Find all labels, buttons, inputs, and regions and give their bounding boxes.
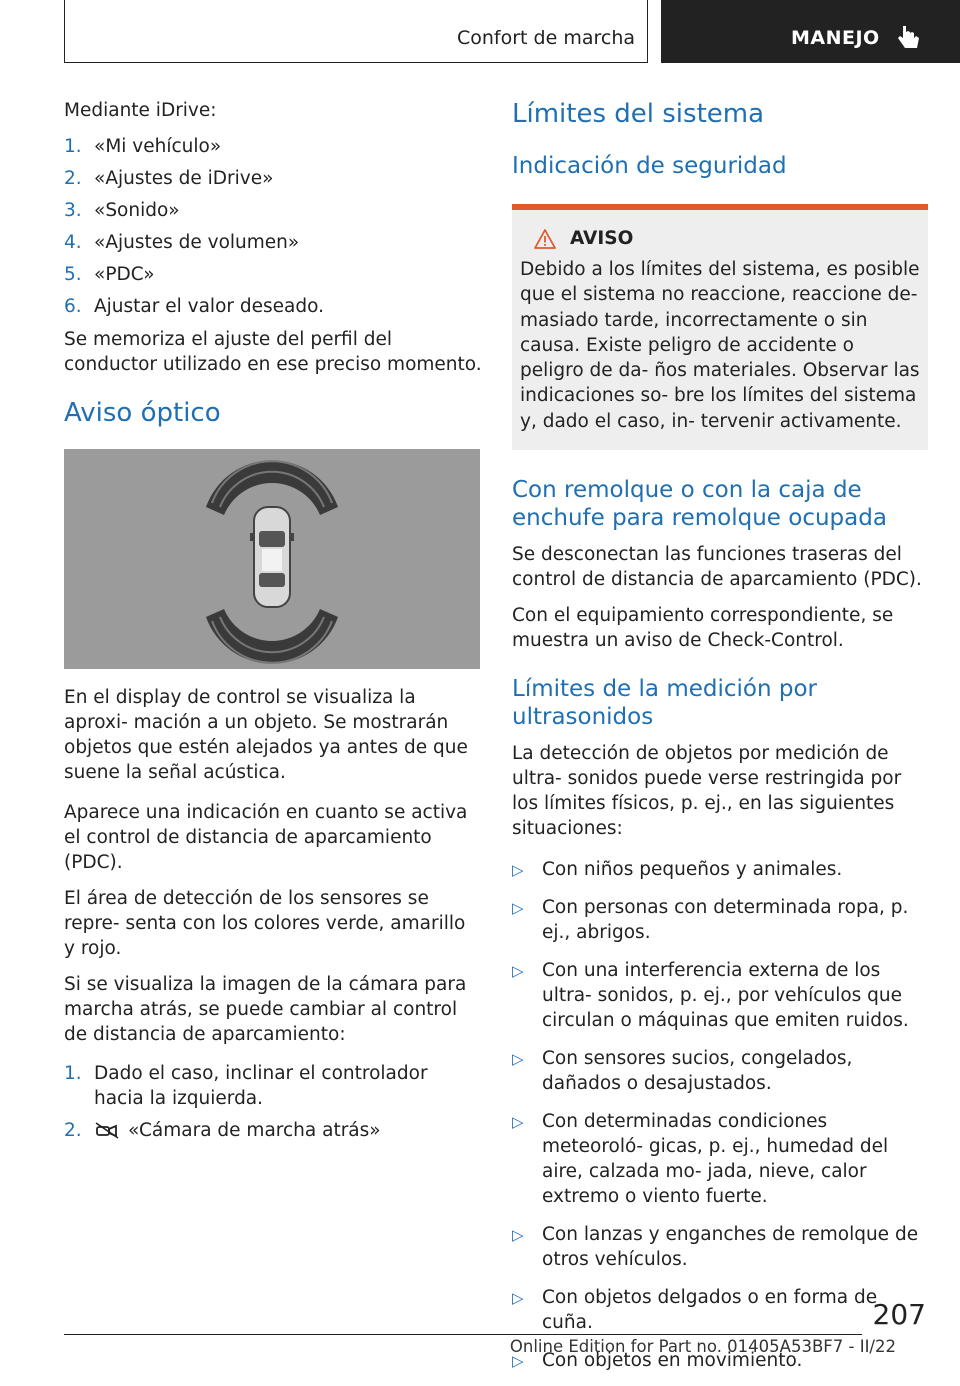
bullet-text: Con objetos en movimiento. — [542, 1350, 803, 1372]
intro-text: Mediante iDrive: — [64, 100, 217, 121]
list-item — [512, 1109, 928, 1209]
trailer-paragraph-2: Con el equipamiento correspondiente, se muestra un aviso de Check-Control. — [512, 605, 894, 652]
header-section-title: Confort de marcha — [456, 27, 635, 49]
camera-steps — [64, 1061, 482, 1143]
list-item — [512, 958, 928, 1033]
warning-text: Debido a los límites del sistema, es posible que el sistema no reaccione, reaccione de‐ masiado tarde, incorrectamente o sin causa. Existe peligro de accidente o peligro de da‐ ños materiales. Observar las indicaciones so‐ bre los límites del sistema y, dado el caso, in‐ tervenir activamente. — [520, 259, 920, 432]
step-text: «Mi vehículo» — [94, 136, 222, 157]
step-text: Ajustar el valor deseado. — [94, 296, 324, 317]
bullet-triangle-icon: ▷ — [512, 861, 524, 880]
step-number: 5. — [64, 264, 82, 285]
step-number: 1. — [64, 1063, 82, 1084]
list-item — [64, 1061, 482, 1111]
idrive-steps — [64, 134, 482, 319]
list-item — [512, 857, 928, 882]
bullet-text: Con lanzas y enganches de remolque de otros vehículos. — [542, 1224, 919, 1271]
bullet-text: Con una interferencia externa de los ultra‐ sonidos, p. ej., por vehículos que circulan o máquinas que emiten ruidos. — [542, 960, 909, 1032]
left-column — [64, 98, 482, 1151]
list-item — [64, 1118, 482, 1143]
optical-paragraph-3: El área de detección de los sensores se repre‐ senta con los colores verde, amarillo y rojo. — [64, 888, 466, 959]
step-text: «Sonido» — [94, 200, 180, 221]
heading-system-limits: Límites del sistema — [512, 99, 765, 129]
bullet-text: Con objetos delgados o en forma de cuña. — [542, 1287, 878, 1334]
heading-trailer: Con remolque o con la caja de enchufe para remolque ocupada — [512, 477, 887, 532]
bullet-triangle-icon: ▷ — [512, 1289, 524, 1308]
list-item — [512, 1222, 928, 1272]
warning-header — [520, 228, 920, 249]
step-number: 2. — [64, 1120, 82, 1141]
page-number: 207 — [872, 1298, 926, 1331]
step-text: «Ajustes de iDrive» — [94, 168, 274, 189]
bullet-triangle-icon: ▷ — [512, 1352, 524, 1371]
footer-divider — [64, 1334, 862, 1335]
list-item — [64, 198, 482, 223]
list-item — [512, 895, 928, 945]
car-sensor-graphic — [64, 449, 480, 669]
bullet-triangle-icon: ▷ — [512, 1226, 524, 1245]
bullet-triangle-icon: ▷ — [512, 962, 524, 981]
warning-box — [512, 204, 928, 450]
heading-ultrasound-limits: Límites de la medición por ultrasonidos — [512, 676, 817, 731]
footer-edition: Online Edition for Part no. 01405A53BF7 - II/22 — [509, 1337, 896, 1356]
step-number: 4. — [64, 232, 82, 253]
optical-paragraph-1: En el display de control se visualiza la aproxi‐ mación a un objeto. Se mostrarán objetos que estén alejados ya antes de que suene la señal acústica. — [64, 687, 468, 783]
step-text: Dado el caso, inclinar el controlador hacia la izquierda. — [94, 1063, 428, 1109]
list-item — [512, 1285, 928, 1335]
bullet-triangle-icon: ▷ — [512, 1113, 524, 1132]
step-number: 1. — [64, 136, 82, 157]
rear-camera-icon — [94, 1121, 120, 1139]
heading-optical-warning: Aviso óptico — [64, 398, 221, 428]
heading-safety-note: Indicación de seguridad — [512, 153, 787, 179]
bullet-text: Con sensores sucios, congelados, dañados o desajustados. — [542, 1048, 853, 1095]
pdc-display-illustration — [64, 449, 480, 669]
memo-text: Se memoriza el ajuste del perfil del conductor utilizado en ese preciso momento. — [64, 329, 482, 375]
right-column — [509, 98, 928, 1386]
ultrasound-limitations-list — [509, 857, 928, 1373]
list-item — [64, 134, 482, 159]
optical-paragraph-4: Si se visualiza la imagen de la cámara para marcha atrás, se puede cambiar al control de distancia de aparcamiento: — [64, 974, 467, 1045]
list-item — [64, 230, 482, 255]
warning-triangle-icon — [534, 229, 556, 249]
step-number: 6. — [64, 296, 82, 317]
step-number: 3. — [64, 200, 82, 221]
ultrasound-paragraph: La detección de objetos por medición de ultra‐ sonidos puede verse restringida por los límites físicos, p. ej., en las siguientes situaciones: — [512, 743, 902, 840]
optical-paragraph-2: Aparece una indicación en cuanto se activa el control de distancia de aparcamiento (PDC). — [64, 802, 468, 873]
bullet-text: Con niños pequeños y animales. — [542, 859, 843, 881]
hand-pointer-icon — [897, 24, 923, 52]
list-item — [64, 166, 482, 191]
header-chapter-box — [661, 0, 960, 63]
step-number: 2. — [64, 168, 82, 189]
step-text: «PDC» — [94, 264, 155, 285]
step-text: «Ajustes de volumen» — [94, 232, 300, 253]
bullet-triangle-icon: ▷ — [512, 1050, 524, 1069]
warning-label: AVISO — [570, 228, 634, 249]
list-item — [64, 294, 482, 319]
bullet-text: Con personas con determinada ropa, p. ej., abrigos. — [542, 897, 909, 944]
trailer-paragraph-1: Se desconectan las funciones traseras del control de distancia de aparcamiento (PDC). — [512, 544, 922, 591]
bullet-triangle-icon: ▷ — [512, 899, 524, 918]
list-item — [64, 262, 482, 287]
step-text: «Cámara de marcha atrás» — [128, 1120, 381, 1141]
list-item — [512, 1046, 928, 1096]
bullet-text: Con determinadas condiciones meteoroló‐ gicas, p. ej., humedad del aire, calzada mo‐ jada, nieve, calor extremo o viento fuerte. — [542, 1111, 889, 1208]
header-chapter-title: MANEJO — [791, 27, 880, 49]
header-section-box — [64, 0, 648, 63]
